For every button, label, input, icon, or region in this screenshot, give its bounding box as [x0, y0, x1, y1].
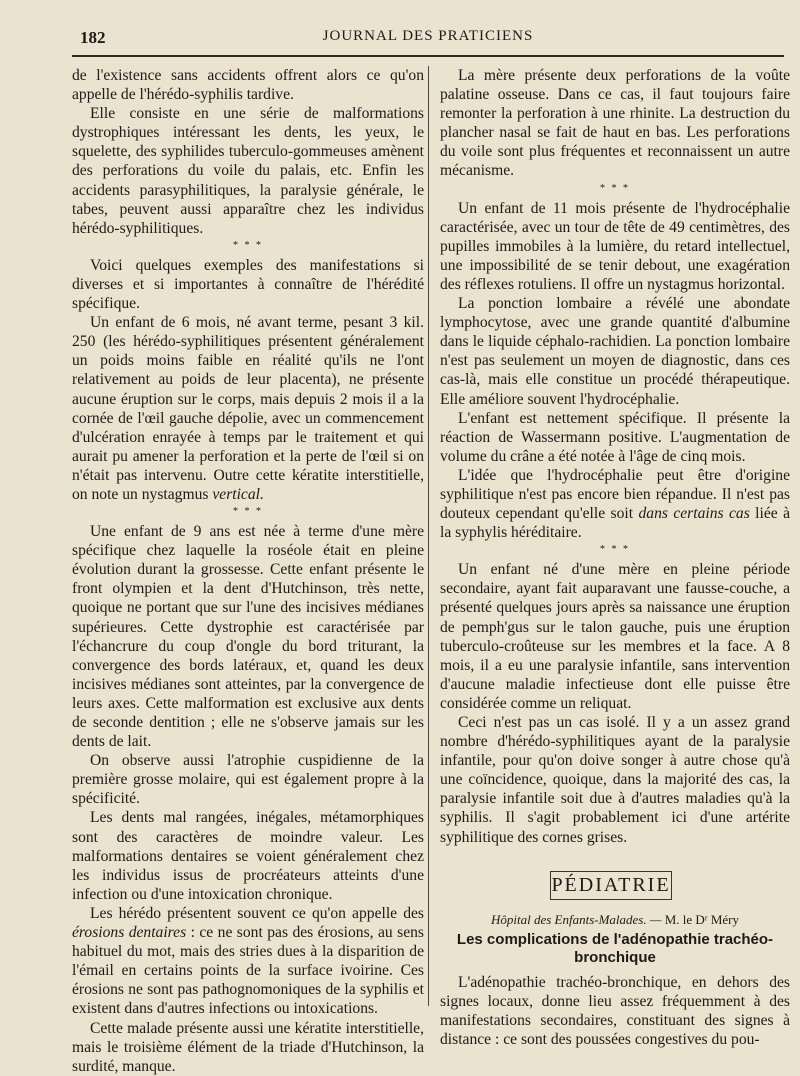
paragraph: La mère présente deux perforations de la voûte palatine osseuse. Dans ce cas, il faut toujours faire remonter la perforation à une rhinite. La destruction du plancher nasal se fait de haut en bas. Les perforations du voile sont plus fréquentes et reconnaissent un autre mécanisme. — [440, 67, 790, 180]
running-title: JOURNAL DES PRATICIENS — [322, 28, 534, 44]
byline-dash: — — [649, 911, 662, 927]
paragraph — [440, 466, 790, 542]
byline-author: M. le Dʳ Méry — [664, 911, 739, 927]
italic-text: vertical. — [212, 485, 264, 503]
right-column — [440, 66, 790, 1049]
paragraph: La ponction lombaire a révélé une abondate lymphocytose, avec une grande quantité d'albumine dans le liquide céphalo-rachidien. La ponction lombaire n'est pas seulement un moyen de diagnostic, dans ces cas-là, mais elle constitue un procédé thérapeutique. Elle améliore souvent l'hydrocéphalie. — [440, 295, 790, 408]
paragraph: de l'existence sans accidents offrent alors ce qu'on appelle de l'hérédo-syphilis tardive. — [72, 67, 424, 104]
column-divider — [428, 66, 429, 1006]
paragraph-text: liée à la syphylis héréditaire. — [440, 505, 790, 542]
paragraph-text: Les hérédo présentent souvent ce qu'on appelle des — [90, 904, 424, 922]
section-separator: * * * — [600, 544, 630, 556]
paragraph-text: L'idée que l'hydrocéphalie peut être d'origine syphilitique n'est pas encore bien répandue. Il n'est pas douteux cependant qu'elle soit — [440, 466, 790, 523]
section-separator: * * * — [233, 239, 263, 251]
paragraph: Les dents mal rangées, inégales, métamorphiques sont des caractères de moindre valeur. Les malformations dentaires se voient généralement chez les individus issus de procréateurs atteints d'une infection ou d'une intoxication chronique. — [72, 809, 424, 903]
paragraph-text: Un enfant de 6 mois, né avant terme, pesant 3 kil. 250 (les hérédo-syphilitiques présentent généralement un poids moins faible en réalité qu'ils ne l'ont relativement au poids de leur placenta), ne présente aucune éruption sur le corps, mais depuis 2 mois il a la cornée de l'œil gauche dépolie, avec un commencement d'ulcération enrayée à temps par le traitement et qui aurait pu amener la perforation et la perte de l'œil si on n'était pas intervenu. Outre cette kératite interstitielle, on note un nystagmus — [72, 314, 424, 503]
article-title: Les complications de l'adénopathie trachéo-bronchique — [456, 930, 774, 966]
paragraph: Voici quelques exemples des manifestations si diverses et si importantes à connaître de l'hérédité spécifique. — [72, 256, 424, 313]
section-heading: PÉDIATRIE — [550, 871, 672, 900]
paragraph: L'enfant est nettement spécifique. Il présente la réaction de Wassermann positive. L'augmentation de volume du crâne a été notée à l'âge de cinq mois. — [440, 409, 790, 465]
paragraph: Cette malade présente aussi une kératite interstitielle, mais le troisième élément de la triade d'Hutchinson, la surdité, manque. — [72, 1019, 424, 1075]
header-rule — [72, 55, 784, 57]
paragraph: Un enfant né d'une mère en pleine période secondaire, ayant fait auparavant une fausse-couche, a présenté quelques jours après sa naissance une éruption de pemph'gus sur le talon gauche, puis une éruption tuberculo-croûteuse sur les membres et la face. A 8 mois, il a eu une paralysie infantile, sans intervention d'aucune maladie infectieuse dont elle puisse être considérée comme un reliquat. — [440, 561, 790, 712]
section-separator: * * * — [233, 506, 263, 518]
section-separator: * * * — [600, 182, 630, 194]
paragraph: Elle consiste en une série de malformations dystrophiques intéressant les dents, les yeux, le squelette, des syphilides tuberculo-gommeuses amènent des perforations du voile du palais, etc. Enfin les accidents parasyphilitiques, la paralysie générale, le tabes, peuvent aussi apparaître chez les individus hérédo-syphilitiques. — [72, 105, 424, 237]
italic-text: érosions dentaires — [72, 924, 187, 942]
paragraph: Une enfant de 9 ans est née à terme d'une mère spécifique chez laquelle la roséole était en pleine évolution durant la grossesse. Cette enfant présente le front olympien et la dent d'Hutchinson, très nette, quoique ne portant que sur l'une des incisives médianes supérieures. Cette dystrophie est caractérisée par l'échancrure du coup d'ongle du bord triturant, la convergence des bords latéraux, et, quand les deux incisives médianes sont atteintes, par la convergence de leurs axes. Cette malformation est exclusive aux dents de seconde dentition ; elle ne s'observe jamais sur les dents de lait. — [72, 523, 424, 751]
paragraph — [72, 904, 424, 1019]
paragraph: Un enfant de 11 mois présente de l'hydrocéphalie caractérisée, avec un tour de tête de 49 centimètres, des pupilles immobiles à la lumière, du retard intellectuel, une impossibilité de se tenir debout, une exagération des réflexes rotuliens. Il offre un nystagmus horizontal. — [440, 199, 790, 293]
paragraph-text: : ce ne sont pas des érosions, au sens habituel du mot, mais des stries dues à la disparition de l'émail en certains points de la surface ivoirine. Ces érosions ne sont pas pathognomoniques de la syphilis et existent dans d'autres infections ou intoxications. — [72, 924, 424, 1018]
page-number: 182 — [80, 28, 106, 47]
italic-text: dans certains cas — [638, 505, 750, 523]
paragraph — [72, 313, 424, 504]
paragraph: Ceci n'est pas un cas isolé. Il y a un assez grand nombre d'hérédo-syphilitiques ayant de la paralysie infantile, pour qu'on doive songer à autre chose qu'à une coïncidence, quoique, dans la majorité des cas, la paralysie infantile soit due à d'autres maladies qu'à la syphilis. Il s'agit probablement ici d'une artérite syphilitique des cornes grises. — [440, 714, 790, 846]
page-header — [72, 28, 784, 52]
paragraph: On observe aussi l'atrophie cuspidienne de la première grosse molaire, qui est également propre à la spécificité. — [72, 752, 424, 808]
left-column — [72, 66, 424, 1076]
article-byline — [440, 910, 790, 929]
paragraph: L'adénopathie trachéo-bronchique, en dehors des signes locaux, donne lieu assez fréquemment à des manifestations secondaires, constituant des signes à distance : ce sont des poussées congestives du pou- — [440, 973, 790, 1049]
byline-place: Hôpital des Enfants-Malades. — [490, 911, 647, 927]
